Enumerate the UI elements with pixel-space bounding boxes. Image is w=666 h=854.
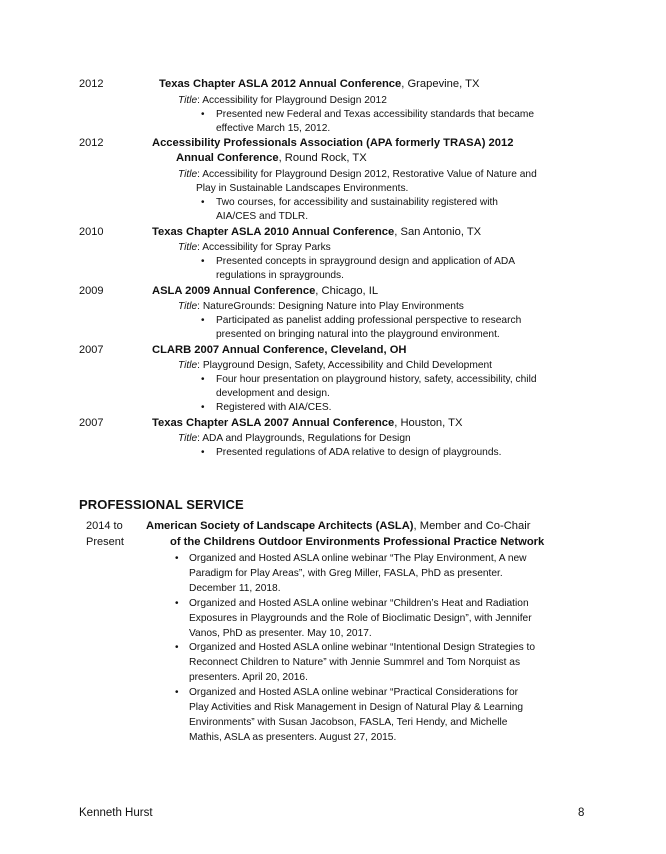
talk-title-label: Title	[178, 169, 198, 180]
talk-title-label: Title	[178, 242, 198, 253]
entry-heading-bold: Accessibility Professionals Association (APA formerly TRASA) 2012	[152, 137, 514, 149]
bullet-icon: •	[201, 315, 205, 326]
bullet-icon: •	[201, 374, 205, 385]
entry-talk-title	[178, 360, 492, 371]
entry-heading-location: , Round Rock, TX	[278, 152, 367, 164]
bullet-line: Organized and Hosted ASLA online webinar “Intentional Design Strategies to	[189, 642, 536, 653]
entry-heading-bold: CLARB 2007 Annual Conference, Cleveland, OH	[152, 344, 407, 356]
entry-talk-title	[178, 433, 411, 444]
entry-heading	[152, 285, 378, 297]
entry-heading-bold: Texas Chapter ASLA 2007 Annual Conference	[152, 417, 395, 429]
bullet-icon: •	[175, 553, 179, 564]
talk-title-label: Title	[178, 360, 198, 371]
bullet-line: Organized and Hosted ASLA online webinar “Practical Considerations for	[189, 687, 519, 698]
bullet-line: development and design.	[216, 388, 330, 399]
entry-heading-line2	[176, 152, 367, 164]
talk-title-label: Title	[178, 301, 198, 312]
entry-year: 2007	[79, 344, 104, 356]
entry-heading-bold: ASLA 2009 Annual Conference	[152, 285, 316, 297]
bullet-line: Paradigm for Play Areas”, with Greg Miller, FASLA, PhD as presenter.	[189, 568, 503, 579]
service-years: Present	[86, 536, 124, 548]
service-years: 2014 to	[86, 520, 123, 532]
bullet-line: Environments” with Susan Jacobson, FASLA, Teri Hendy, and Michelle	[189, 717, 508, 728]
page-number: 8	[578, 807, 585, 819]
entry-heading-location: , San Antonio, TX	[394, 226, 482, 238]
service-org-role: , Member and Co-Chair	[413, 520, 531, 532]
entry-year: 2012	[79, 137, 104, 149]
bullet-line: presented on bringing natural into the playground environment.	[216, 329, 500, 340]
bullet-line: Participated as panelist adding professional perspective to research	[216, 315, 522, 326]
entry-talk-title-line2: Play in Sustainable Landscapes Environments.	[196, 183, 409, 194]
entry-heading	[159, 78, 479, 90]
bullet-line: Play Activities and Risk Management in Design of Natural Play & Learning	[189, 702, 524, 713]
bullet-line: Registered with AIA/CES.	[216, 402, 332, 413]
bullet-icon: •	[201, 256, 205, 267]
service-org-bold: American Society of Landscape Architects (ASLA)	[146, 520, 414, 532]
bullet-line: Organized and Hosted ASLA online webinar “Children’s Heat and Radiation	[189, 598, 529, 609]
talk-title-text: : ADA and Playgrounds, Regulations for Design	[197, 433, 411, 444]
entry-talk-title	[178, 95, 387, 106]
entry-year: 2010	[79, 226, 104, 238]
bullet-icon: •	[201, 109, 205, 120]
bullet-icon: •	[201, 447, 205, 458]
entry-heading-location: , Chicago, IL	[315, 285, 379, 297]
bullet-icon: •	[201, 197, 205, 208]
bullet-icon: •	[175, 687, 179, 698]
entry-heading	[152, 417, 462, 429]
bullet-icon: •	[201, 402, 205, 413]
talk-title-label: Title	[178, 433, 198, 444]
bullet-line: Presented concepts in sprayground design and application of ADA	[216, 256, 516, 267]
talk-title-text: : NatureGrounds: Designing Nature into Play Environments	[197, 301, 464, 312]
entry-year: 2007	[79, 417, 104, 429]
bullet-line: effective March 15, 2012.	[216, 123, 331, 134]
entry-heading	[152, 344, 406, 356]
bullet-line: Two courses, for accessibility and sustainability registered with	[216, 197, 498, 208]
entry-talk-title	[178, 169, 537, 180]
bullet-line: AIA/CES and TDLR.	[216, 211, 309, 222]
service-organization	[146, 520, 530, 532]
bullet-line: Presented regulations of ADA relative to design of playgrounds.	[216, 447, 502, 458]
entry-talk-title	[178, 242, 331, 253]
bullet-line: Vanos, PhD as presenter. May 10, 2017.	[189, 628, 372, 639]
bullet-line: Exposures in Playgrounds and the Role of Bioclimatic Design”, with Jennifer	[189, 613, 532, 624]
entry-year: 2009	[79, 285, 104, 297]
service-organization-line2: of the Childrens Outdoor Environments Professional Practice Network	[170, 536, 545, 548]
entry-heading-location: , Houston, TX	[394, 417, 463, 429]
entry-year: 2012	[79, 78, 104, 90]
entry-heading	[152, 137, 513, 149]
section-heading: PROFESSIONAL SERVICE	[79, 497, 244, 512]
entry-heading-location: , Grapevine, TX	[401, 78, 480, 90]
talk-title-text: : Accessibility for Spray Parks	[197, 242, 331, 253]
entry-heading-bold: Texas Chapter ASLA 2012 Annual Conference	[159, 78, 402, 90]
entry-heading-bold: Texas Chapter ASLA 2010 Annual Conference	[152, 226, 395, 238]
bullet-line: Four hour presentation on playground history, safety, accessibility, child	[216, 374, 537, 385]
talk-title-text: : Accessibility for Playground Design 2012	[197, 95, 387, 106]
entry-heading	[152, 226, 481, 238]
bullet-icon: •	[175, 598, 179, 609]
bullet-line: Mathis, ASLA as presenters. August 27, 2015.	[189, 732, 397, 743]
bullet-line: Reconnect Children to Nature” with Jennie Summrel and Tom Norquist as	[189, 657, 521, 668]
bullet-line: December 11, 2018.	[189, 583, 281, 594]
bullet-line: regulations in spraygrounds.	[216, 270, 344, 281]
entry-heading-bold: Annual Conference	[176, 152, 279, 164]
talk-title-text: : Playground Design, Safety, Accessibility and Child Development	[197, 360, 492, 371]
bullet-line: presenters. April 20, 2016.	[189, 672, 308, 683]
talk-title-text: : Accessibility for Playground Design 2012, Restorative Value of Nature and	[197, 169, 537, 180]
entry-talk-title	[178, 301, 464, 312]
bullet-icon: •	[175, 642, 179, 653]
bullet-line: Presented new Federal and Texas accessibility standards that became	[216, 109, 535, 120]
talk-title-label: Title	[178, 95, 198, 106]
footer-name: Kenneth Hurst	[79, 807, 153, 819]
bullet-line: Organized and Hosted ASLA online webinar “The Play Environment, A new	[189, 553, 527, 564]
